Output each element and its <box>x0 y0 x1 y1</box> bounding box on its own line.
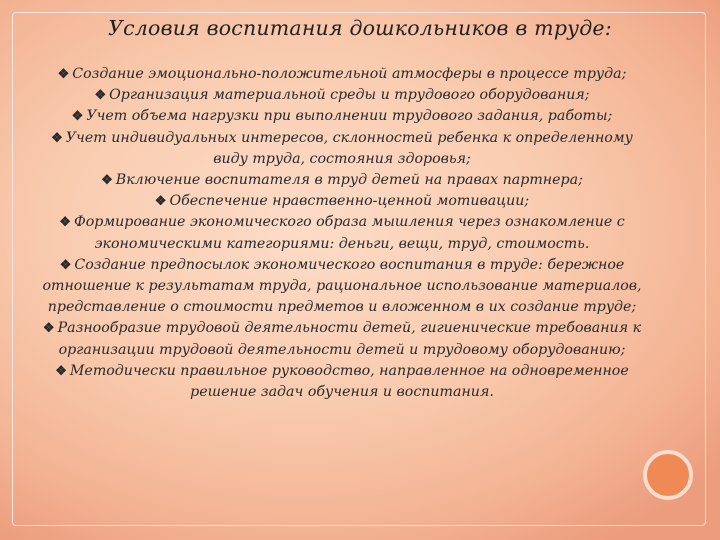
bullet-item <box>40 64 644 85</box>
bullet-text: Создание предпосылок экономического воспитания в труде: бережное отношение к результатам труда, рациональное использование материалов, представление о стоимости предметов и вложенном в их создание труде; <box>42 256 642 316</box>
bullet-text: Методически правильное руководство, направленное на одновременное решение задач обучения и воспитания. <box>69 362 629 401</box>
bullet-text: Обеспечение нравственно-ценной мотивации; <box>169 193 530 210</box>
diamond-bullet-icon: ❖ <box>51 130 63 146</box>
bullet-item <box>40 318 644 360</box>
slide-title: Условия воспитания дошкольников в труде: <box>108 16 612 40</box>
bullet-text: Формирование экономического образа мышления через ознакомление с экономическими категориями: деньги, вещи, труд, стоимость. <box>73 214 625 252</box>
bullet-text: Учет индивидуальных интересов, склонностей ребенка к определенному виду труда, состояния здоровья; <box>65 129 633 167</box>
slide-body <box>40 64 644 403</box>
bullet-item <box>40 361 644 403</box>
diamond-bullet-icon: ❖ <box>55 363 67 379</box>
bullet-item <box>40 212 644 254</box>
bullet-item <box>40 128 644 170</box>
diamond-bullet-icon: ❖ <box>101 173 113 189</box>
bullet-item <box>40 106 644 127</box>
bullet-item <box>40 255 644 319</box>
diamond-bullet-icon: ❖ <box>59 257 72 273</box>
diamond-bullet-icon: ❖ <box>94 88 107 104</box>
bullet-text: Организация материальной среды и трудового оборудования; <box>109 87 590 104</box>
diamond-bullet-icon: ❖ <box>57 67 70 82</box>
bullet-text: Создание эмоционально-положительной атмосферы в процессе труда; <box>72 66 627 82</box>
bullet-text: Разнообразие трудовой деятельности детей, гигиенические требования к организации трудовой деятельности детей и трудовому оборудованию; <box>57 320 642 358</box>
diamond-bullet-icon: ❖ <box>71 109 84 125</box>
decorative-circle <box>643 450 693 500</box>
bullet-text: Учет объема нагрузки при выполнении трудового задания, работы; <box>86 108 613 125</box>
bullet-item <box>40 191 644 212</box>
diamond-bullet-icon: ❖ <box>42 321 55 337</box>
diamond-bullet-icon: ❖ <box>154 194 167 210</box>
bullet-text: Включение воспитателя в труд детей на правах партнера; <box>115 172 583 189</box>
bullet-item <box>40 85 644 106</box>
bullet-item <box>40 170 644 191</box>
diamond-bullet-icon: ❖ <box>59 215 71 231</box>
